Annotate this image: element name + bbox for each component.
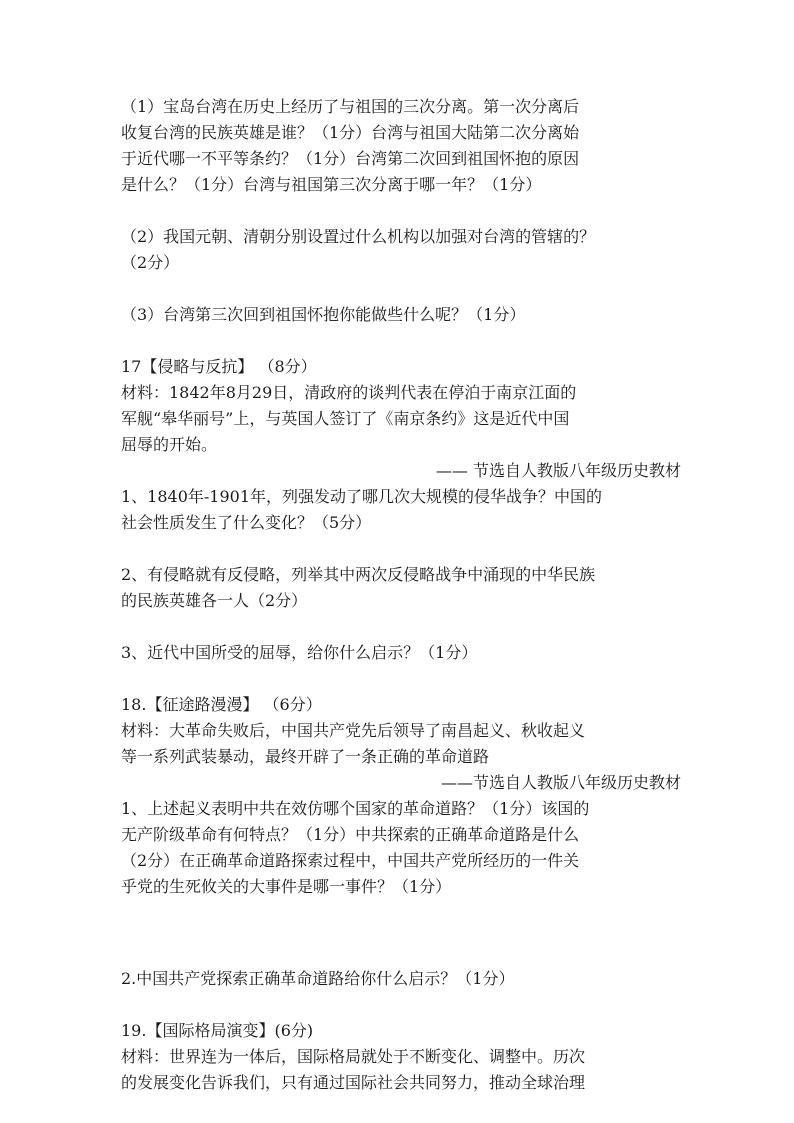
spacer <box>121 940 681 966</box>
question-line: （2分）在正确革命道路探索过程中，中国共产党所经历的一件关 <box>121 851 580 870</box>
material-line: 材料：1842年8月29日，清政府的谈判代表在停泊于南京江面的 <box>121 383 577 402</box>
q17-section <box>121 354 681 536</box>
material-line: 等一系列武装暴动，最终开辟了一条正确的革命道路 <box>121 747 490 766</box>
q16-part1 <box>121 94 681 198</box>
question-line: 无产阶级革命有何特点？（1分）中共探索的正确革命道路是什么 <box>121 825 580 844</box>
material-line: 军舰“皋华丽号”上，与英国人签订了《南京条约》这是近代中国 <box>121 409 570 428</box>
question-line: 的民族英雄各一人（2分） <box>121 591 308 610</box>
material-line: 的发展变化告诉我们，只有通过国际社会共同努力，推动全球治理 <box>121 1073 586 1092</box>
text-line: 是什么？（1分）台湾与祖国第三次分离于哪一年？（1分） <box>121 175 542 194</box>
q17-item2 <box>121 562 681 614</box>
question-line: 1、上述起义表明中共在效仿哪个国家的革命道路？（1分）该国的 <box>121 799 590 818</box>
question-line: 社会性质发生了什么变化？（5分） <box>121 513 372 532</box>
text-line: （2分） <box>121 253 180 272</box>
q18-item2 <box>121 966 681 992</box>
question-line: 乎党的生死攸关的大事件是哪一事件？（1分） <box>121 877 452 896</box>
spacer <box>121 666 681 692</box>
q18-source: ——节选自人教版八年级历史教材 <box>440 773 681 792</box>
spacer <box>121 614 681 640</box>
q19-heading: 19.【国际格局演变】(6分) <box>121 1021 314 1040</box>
question-line: 3、近代中国所受的屈辱，给你什么启示？（1分） <box>121 643 478 662</box>
question-line: 2、有侵略就有反侵略，列举其中两次反侵略战争中涌现的中华民族 <box>121 565 596 584</box>
q17-heading: 17【侵略与反抗】 （8分） <box>121 357 317 376</box>
spacer <box>121 198 681 224</box>
material-line: 材料：大革命失败后，中国共产党先后领导了南昌起义、秋收起义 <box>121 721 586 740</box>
q16-part3 <box>121 302 681 328</box>
q18-heading: 18.【征途路漫漫】 （6分） <box>121 695 322 714</box>
text-line: 于近代哪一不平等条约？（1分）台湾第二次回到祖国怀抱的原因 <box>121 149 580 168</box>
q18-section <box>121 692 681 900</box>
text-line: （2）我国元朝、清朝分别设置过什么机构以加强对台湾的管辖的？ <box>121 227 596 246</box>
material-line: 屈辱的开始。 <box>121 435 218 454</box>
spacer <box>121 992 681 1018</box>
spacer <box>121 536 681 562</box>
spacer <box>121 900 681 940</box>
q19-section <box>121 1018 681 1096</box>
question-line: 1、1840年-1901年，列强发动了哪几次大规模的侵华战争？中国的 <box>121 487 603 506</box>
question-line: 2.中国共产党探索正确革命道路给你什么启示？（1分） <box>121 969 515 988</box>
q16-part2 <box>121 224 681 276</box>
spacer <box>121 276 681 302</box>
spacer <box>121 328 681 354</box>
material-line: 材料：世界连为一体后，国际格局就处于不断变化、调整中。历次 <box>121 1047 586 1066</box>
text-line: （1）宝岛台湾在历史上经历了与祖国的三次分离。第一次分离后 <box>121 97 580 116</box>
q17-source: —— 节选自人教版八年级历史教材 <box>435 461 681 480</box>
document-page <box>121 94 681 1096</box>
text-line: 收复台湾的民族英雄是谁？（1分）台湾与祖国大陆第二次分离始 <box>121 123 580 142</box>
text-line: （3）台湾第三次回到祖国怀抱你能做些什么呢？（1分） <box>121 305 526 324</box>
q17-item3 <box>121 640 681 666</box>
